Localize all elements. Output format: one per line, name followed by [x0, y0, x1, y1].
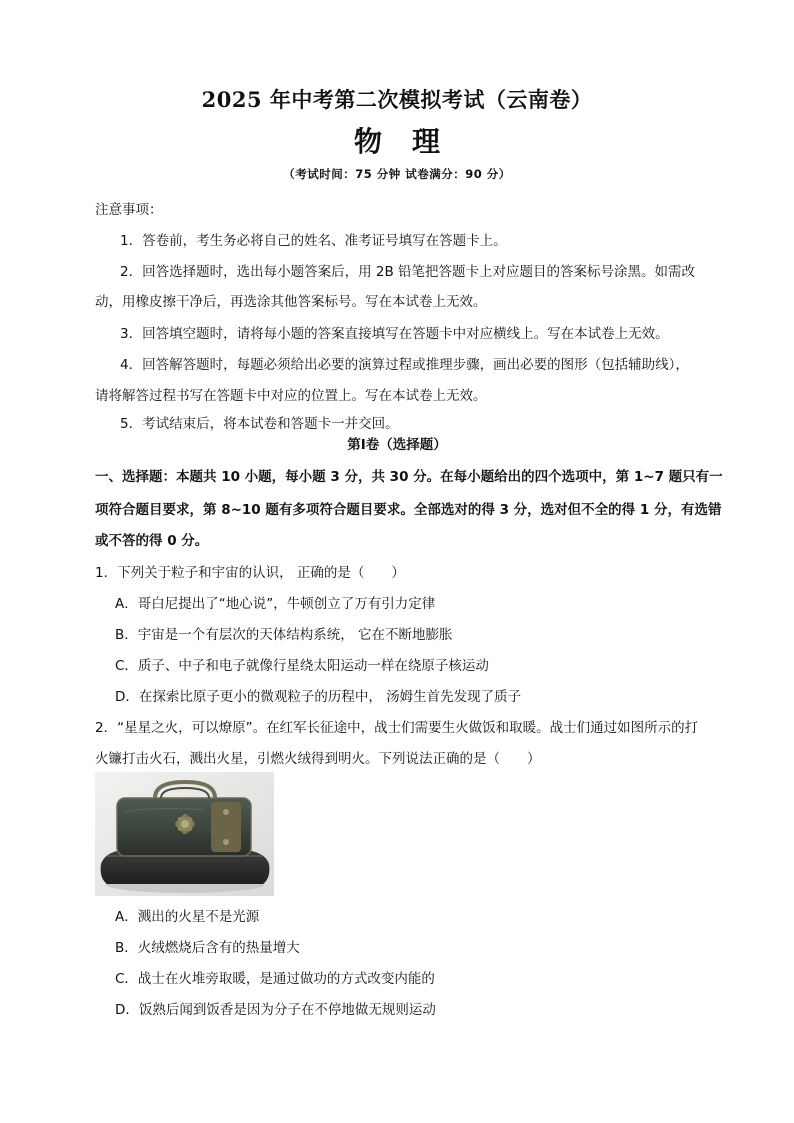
- exam-time-info: （考试时间：75 分钟 试卷满分：90 分）: [283, 167, 511, 181]
- note-item: 3．回答填空题时，请将每小题的答案直接填写在答题卡中对应横线上。写在本试卷上无效。: [120, 326, 669, 342]
- note-item: 4．回答解答题时，每题必须给出必要的演算过程或推理步骤，画出必要的图形（包括辅助线），: [120, 357, 689, 373]
- section-instructions: 项符合题目要求，第 8~10 题有多项符合题目要求。全部选对的得 3 分，选对但不全的得 1 分，有选错: [95, 502, 722, 518]
- question-1-option-d: D．在探索比原子更小的微观粒子的历程中， 汤姆生首先发现了质子: [115, 689, 522, 705]
- question-2-option-d: D．饭熟后闻到饭香是因为分子在不停地做无规则运动: [115, 1002, 436, 1018]
- fire-striker-photo: [95, 772, 274, 896]
- question-1-option-c: C．质子、中子和电子就像行星绕太阳运动一样在绕原子核运动: [115, 658, 489, 674]
- note-item: 5．考试结束后，将本试卷和答题卡一并交回。: [120, 416, 399, 432]
- section-instructions: 或不答的得 0 分。: [95, 533, 209, 549]
- question-2-option-b: B．火绒燃烧后含有的热量增大: [115, 940, 300, 956]
- question-1-option-b: B．宇宙是一个有层次的天体结构系统， 它在不断地膨胀: [115, 627, 453, 643]
- note-item: 1．答卷前，考生务必将自己的姓名、准考证号填写在答题卡上。: [120, 233, 507, 249]
- question-2-option-a: A．溅出的火星不是光源: [115, 909, 260, 925]
- section-instructions: 一、选择题：本题共 10 小题，每小题 3 分，共 30 分。在每小题给出的四个选项中，第 1~7 题只有一: [95, 469, 723, 485]
- question-1-stem: 1．下列关于粒子和宇宙的认识， 正确的是（ ）: [95, 565, 405, 581]
- question-2-option-c: C．战士在火堆旁取暖，是通过做功的方式改变内能的: [115, 971, 435, 987]
- section-title: 第Ⅰ卷（选择题）: [347, 437, 447, 453]
- note-item-continued: 请将解答过程书写在答题卡中对应的位置上。写在本试卷上无效。: [95, 388, 487, 404]
- question-1-option-a: A．哥白尼提出了“地心说”，牛顿创立了万有引力定律: [115, 596, 436, 612]
- subject-title: 物理: [353, 125, 470, 158]
- note-item-continued: 动，用橡皮擦干净后，再选涂其他答案标号。写在本试卷上无效。: [95, 294, 487, 310]
- note-item: 2．回答选择题时，选出每小题答案后，用 2B 铅笔把答题卡上对应题目的答案标号涂黑。如需改: [120, 264, 696, 280]
- question-2-stem: 2．“星星之火，可以燎原”。在红军长征途中，战士们需要生火做饭和取暖。战士们通过如图所示的打: [95, 720, 699, 736]
- notes-title: 注意事项：: [95, 202, 163, 218]
- question-2-stem-continued: 火镰打击火石，溅出火星，引燃火绒得到明火。下列说法正确的是（ ）: [95, 751, 541, 767]
- exam-title: 2025 年中考第二次模拟考试（云南卷）: [201, 87, 593, 112]
